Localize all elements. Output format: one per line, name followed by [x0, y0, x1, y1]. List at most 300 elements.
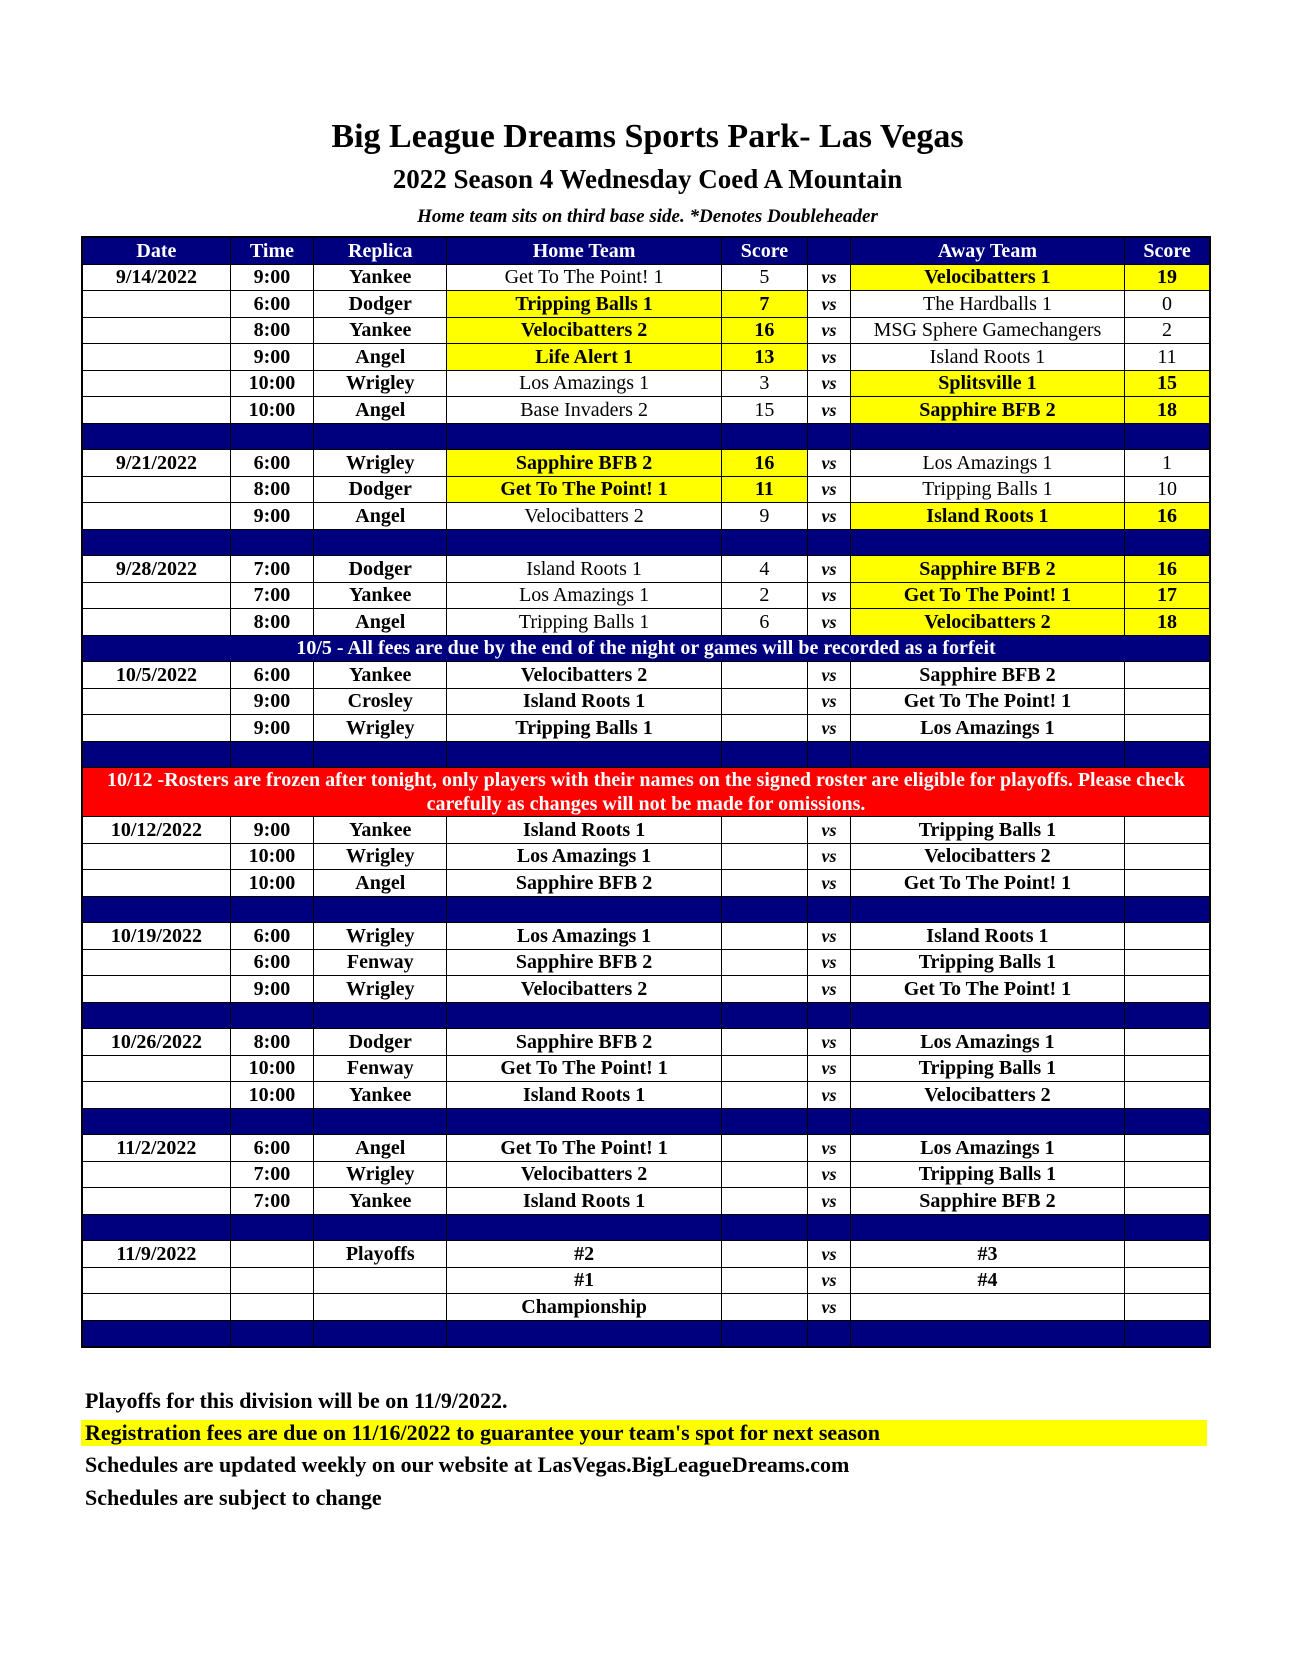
- separator-cell: [230, 529, 313, 556]
- table-row: [82, 291, 1210, 318]
- separator-cell: [230, 741, 313, 768]
- date-cell: 10/26/2022: [82, 1029, 230, 1056]
- replica-cell: [314, 1267, 447, 1294]
- away-team-cell: Tripping Balls 1: [850, 949, 1124, 976]
- separator-cell: [447, 1002, 721, 1029]
- home-team-cell: Velocibatters 2: [447, 662, 721, 689]
- separator-cell: [808, 1108, 851, 1135]
- home-team-cell: Tripping Balls 1: [447, 715, 721, 742]
- vs-cell: vs: [808, 1082, 851, 1109]
- separator-cell: [850, 741, 1124, 768]
- home-team-cell: Island Roots 1: [447, 556, 721, 583]
- home-team-cell: Life Alert 1: [447, 344, 721, 371]
- separator-cell: [850, 1214, 1124, 1241]
- separator-cell: [721, 896, 807, 923]
- away-score-cell: 1: [1125, 450, 1210, 477]
- time-cell: 7:00: [230, 1161, 313, 1188]
- date-cell: [82, 609, 230, 636]
- replica-cell: Yankee: [314, 582, 447, 609]
- separator-row: [82, 1108, 1210, 1135]
- table-row: [82, 1294, 1210, 1321]
- home-score-cell: [721, 976, 807, 1003]
- time-cell: 6:00: [230, 923, 313, 950]
- replica-cell: Angel: [314, 344, 447, 371]
- replica-cell: Wrigley: [314, 450, 447, 477]
- home-score-cell: 13: [721, 344, 807, 371]
- table-row: [82, 609, 1210, 636]
- time-cell: 9:00: [230, 817, 313, 844]
- away-score-cell: [1125, 1082, 1210, 1109]
- date-cell: [82, 688, 230, 715]
- separator-cell: [808, 741, 851, 768]
- away-team-cell: Los Amazings 1: [850, 1135, 1124, 1162]
- home-team-cell: Get To The Point! 1: [447, 1135, 721, 1162]
- replica-cell: Wrigley: [314, 715, 447, 742]
- fees-notice-row: [82, 635, 1210, 662]
- replica-cell: Wrigley: [314, 976, 447, 1003]
- time-cell: [230, 1267, 313, 1294]
- away-team-cell: Get To The Point! 1: [850, 870, 1124, 897]
- table-row: [82, 556, 1210, 583]
- time-cell: 8:00: [230, 1029, 313, 1056]
- date-cell: [82, 1294, 230, 1321]
- vs-cell: vs: [808, 264, 851, 291]
- replica-cell: Angel: [314, 609, 447, 636]
- home-team-cell: Los Amazings 1: [447, 843, 721, 870]
- time-cell: 6:00: [230, 949, 313, 976]
- table-row: [82, 503, 1210, 530]
- separator-cell: [808, 423, 851, 450]
- replica-cell: Dodger: [314, 476, 447, 503]
- home-team-cell: Get To The Point! 1: [447, 264, 721, 291]
- time-cell: 6:00: [230, 1135, 313, 1162]
- away-team-cell: Sapphire BFB 2: [850, 397, 1124, 424]
- away-score-cell: 11: [1125, 344, 1210, 371]
- date-cell: [82, 476, 230, 503]
- away-team-cell: Get To The Point! 1: [850, 688, 1124, 715]
- home-team-cell: Tripping Balls 1: [447, 291, 721, 318]
- date-cell: [82, 503, 230, 530]
- replica-cell: Wrigley: [314, 1161, 447, 1188]
- home-team-cell: Sapphire BFB 2: [447, 870, 721, 897]
- table-row: [82, 976, 1210, 1003]
- date-cell: 11/2/2022: [82, 1135, 230, 1162]
- schedule-table: [81, 236, 1211, 1348]
- time-cell: [230, 1241, 313, 1268]
- home-team-cell: Sapphire BFB 2: [447, 1029, 721, 1056]
- separator-cell: [447, 741, 721, 768]
- replica-cell: Yankee: [314, 1188, 447, 1215]
- time-cell: 9:00: [230, 264, 313, 291]
- separator-cell: [82, 1108, 230, 1135]
- separator-cell: [808, 896, 851, 923]
- away-score-cell: 17: [1125, 582, 1210, 609]
- table-row: [82, 264, 1210, 291]
- time-cell: 6:00: [230, 662, 313, 689]
- vs-cell: vs: [808, 662, 851, 689]
- home-score-cell: [721, 662, 807, 689]
- away-score-cell: 0: [1125, 291, 1210, 318]
- replica-cell: Wrigley: [314, 843, 447, 870]
- table-row: [82, 870, 1210, 897]
- home-team-cell: Velocibatters 2: [447, 976, 721, 1003]
- time-cell: 9:00: [230, 688, 313, 715]
- date-cell: [82, 1161, 230, 1188]
- home-team-cell: Island Roots 1: [447, 688, 721, 715]
- away-team-cell: Tripping Balls 1: [850, 817, 1124, 844]
- table-row: [82, 1161, 1210, 1188]
- vs-cell: vs: [808, 1161, 851, 1188]
- vs-cell: vs: [808, 609, 851, 636]
- vs-cell: vs: [808, 1188, 851, 1215]
- date-cell: [82, 976, 230, 1003]
- vs-cell: vs: [808, 582, 851, 609]
- home-team-cell: Get To The Point! 1: [447, 476, 721, 503]
- column-header-time: Time: [230, 237, 313, 264]
- schedule-body: [82, 264, 1210, 1347]
- date-cell: 9/21/2022: [82, 450, 230, 477]
- separator-cell: [1125, 741, 1210, 768]
- vs-cell: vs: [808, 370, 851, 397]
- date-cell: [82, 317, 230, 344]
- separator-cell: [850, 896, 1124, 923]
- vs-cell: vs: [808, 715, 851, 742]
- home-score-cell: 7: [721, 291, 807, 318]
- date-cell: [82, 843, 230, 870]
- away-team-cell: Los Amazings 1: [850, 1029, 1124, 1056]
- home-score-cell: 6: [721, 609, 807, 636]
- separator-row: [82, 1002, 1210, 1029]
- separator-cell: [82, 896, 230, 923]
- separator-cell: [314, 1320, 447, 1347]
- separator-cell: [82, 741, 230, 768]
- separator-cell: [850, 423, 1124, 450]
- replica-cell: Dodger: [314, 291, 447, 318]
- home-team-cell: #2: [447, 1241, 721, 1268]
- away-score-cell: 2: [1125, 317, 1210, 344]
- page-title: Big League Dreams Sports Park- Las Vegas: [331, 118, 964, 155]
- vs-cell: vs: [808, 1294, 851, 1321]
- table-row: [82, 843, 1210, 870]
- footer-registration-note: Registration fees are due on 11/16/2022 to guarantee your team's spot for next season: [81, 1420, 1207, 1446]
- replica-cell: Wrigley: [314, 923, 447, 950]
- replica-cell: Fenway: [314, 949, 447, 976]
- vs-cell: vs: [808, 344, 851, 371]
- away-team-cell: Island Roots 1: [850, 503, 1124, 530]
- home-team-cell: Get To The Point! 1: [447, 1055, 721, 1082]
- table-row: [82, 662, 1210, 689]
- replica-cell: Angel: [314, 397, 447, 424]
- table-row: [82, 370, 1210, 397]
- away-team-cell: Splitsville 1: [850, 370, 1124, 397]
- date-cell: [82, 582, 230, 609]
- away-score-cell: 18: [1125, 609, 1210, 636]
- home-score-cell: [721, 1294, 807, 1321]
- time-cell: [230, 1294, 313, 1321]
- time-cell: 7:00: [230, 1188, 313, 1215]
- away-team-cell: Sapphire BFB 2: [850, 662, 1124, 689]
- home-team-cell: Velocibatters 2: [447, 317, 721, 344]
- replica-cell: Dodger: [314, 556, 447, 583]
- separator-row: [82, 1320, 1210, 1347]
- replica-cell: Crosley: [314, 688, 447, 715]
- home-team-cell: Island Roots 1: [447, 1188, 721, 1215]
- home-score-cell: [721, 715, 807, 742]
- table-row: [82, 1029, 1210, 1056]
- separator-cell: [447, 423, 721, 450]
- table-row: [82, 344, 1210, 371]
- away-team-cell: Island Roots 1: [850, 923, 1124, 950]
- away-team-cell: MSG Sphere Gamechangers: [850, 317, 1124, 344]
- date-cell: [82, 397, 230, 424]
- home-score-cell: [721, 1055, 807, 1082]
- vs-cell: vs: [808, 476, 851, 503]
- date-cell: [82, 1267, 230, 1294]
- separator-cell: [1125, 1002, 1210, 1029]
- away-score-cell: [1125, 662, 1210, 689]
- away-team-cell: Island Roots 1: [850, 344, 1124, 371]
- vs-cell: vs: [808, 923, 851, 950]
- vs-cell: vs: [808, 291, 851, 318]
- separator-cell: [447, 896, 721, 923]
- footer-change-note: Schedules are subject to change: [85, 1485, 382, 1510]
- table-row: [82, 582, 1210, 609]
- home-score-cell: [721, 817, 807, 844]
- vs-cell: vs: [808, 450, 851, 477]
- time-cell: 9:00: [230, 503, 313, 530]
- date-cell: [82, 291, 230, 318]
- separator-cell: [230, 1108, 313, 1135]
- separator-cell: [721, 423, 807, 450]
- date-cell: 9/14/2022: [82, 264, 230, 291]
- separator-cell: [1125, 423, 1210, 450]
- replica-cell: Fenway: [314, 1055, 447, 1082]
- separator-row: [82, 423, 1210, 450]
- home-score-cell: 3: [721, 370, 807, 397]
- away-score-cell: 10: [1125, 476, 1210, 503]
- away-team-cell: Tripping Balls 1: [850, 476, 1124, 503]
- separator-cell: [314, 1002, 447, 1029]
- table-row: [82, 397, 1210, 424]
- replica-cell: [314, 1294, 447, 1321]
- date-cell: [82, 1055, 230, 1082]
- home-score-cell: 5: [721, 264, 807, 291]
- time-cell: 10:00: [230, 843, 313, 870]
- date-cell: 9/28/2022: [82, 556, 230, 583]
- vs-cell: vs: [808, 843, 851, 870]
- away-score-cell: 18: [1125, 397, 1210, 424]
- vs-cell: vs: [808, 397, 851, 424]
- home-team-cell: Championship: [447, 1294, 721, 1321]
- home-score-cell: 4: [721, 556, 807, 583]
- home-score-cell: [721, 1029, 807, 1056]
- date-cell: [82, 870, 230, 897]
- separator-cell: [1125, 529, 1210, 556]
- separator-cell: [230, 1214, 313, 1241]
- home-score-cell: [721, 1135, 807, 1162]
- home-team-cell: Sapphire BFB 2: [447, 450, 721, 477]
- table-row: [82, 1135, 1210, 1162]
- home-score-cell: [721, 1241, 807, 1268]
- date-cell: 11/9/2022: [82, 1241, 230, 1268]
- table-row: [82, 949, 1210, 976]
- separator-cell: [850, 1320, 1124, 1347]
- vs-cell: vs: [808, 1241, 851, 1268]
- separator-cell: [447, 1214, 721, 1241]
- table-row: [82, 688, 1210, 715]
- time-cell: 10:00: [230, 1055, 313, 1082]
- table-row: [82, 450, 1210, 477]
- home-score-cell: [721, 1082, 807, 1109]
- time-cell: 10:00: [230, 870, 313, 897]
- column-header-vs: [808, 237, 851, 264]
- away-score-cell: [1125, 1188, 1210, 1215]
- away-team-cell: Velocibatters 2: [850, 1082, 1124, 1109]
- separator-cell: [721, 1108, 807, 1135]
- away-team-cell: Los Amazings 1: [850, 715, 1124, 742]
- away-score-cell: [1125, 870, 1210, 897]
- notice-text: 10/5 - All fees are due by the end of the night or games will be recorded as a forfeit: [82, 635, 1210, 662]
- date-cell: [82, 715, 230, 742]
- date-cell: [82, 1188, 230, 1215]
- away-team-cell: Get To The Point! 1: [850, 976, 1124, 1003]
- time-cell: 9:00: [230, 976, 313, 1003]
- table-row: [82, 476, 1210, 503]
- home-team-cell: Sapphire BFB 2: [447, 949, 721, 976]
- separator-cell: [82, 423, 230, 450]
- away-score-cell: [1125, 843, 1210, 870]
- replica-cell: Yankee: [314, 264, 447, 291]
- table-row: [82, 1055, 1210, 1082]
- date-cell: 10/19/2022: [82, 923, 230, 950]
- replica-cell: Yankee: [314, 1082, 447, 1109]
- replica-cell: Yankee: [314, 317, 447, 344]
- column-header-away-team: Away Team: [850, 237, 1124, 264]
- separator-cell: [1125, 896, 1210, 923]
- away-score-cell: [1125, 1294, 1210, 1321]
- vs-cell: vs: [808, 1135, 851, 1162]
- vs-cell: vs: [808, 817, 851, 844]
- separator-row: [82, 896, 1210, 923]
- home-score-cell: 11: [721, 476, 807, 503]
- separator-row: [82, 741, 1210, 768]
- table-row: [82, 923, 1210, 950]
- notice-text: 10/12 -Rosters are frozen after tonight, only players with their names on the signed roster are eligible for playoffs. Please check carefully as changes will not be made for omissions.: [82, 768, 1210, 817]
- column-header-home-team: Home Team: [447, 237, 721, 264]
- home-score-cell: [721, 688, 807, 715]
- time-cell: 10:00: [230, 1082, 313, 1109]
- away-score-cell: [1125, 817, 1210, 844]
- separator-cell: [447, 529, 721, 556]
- date-cell: [82, 370, 230, 397]
- home-score-cell: [721, 923, 807, 950]
- home-score-cell: 16: [721, 450, 807, 477]
- separator-cell: [314, 741, 447, 768]
- vs-cell: vs: [808, 1055, 851, 1082]
- date-cell: [82, 949, 230, 976]
- home-team-cell: Base Invaders 2: [447, 397, 721, 424]
- time-cell: 7:00: [230, 556, 313, 583]
- separator-cell: [721, 1214, 807, 1241]
- away-score-cell: [1125, 688, 1210, 715]
- away-team-cell: [850, 1294, 1124, 1321]
- time-cell: 9:00: [230, 715, 313, 742]
- vs-cell: vs: [808, 870, 851, 897]
- separator-cell: [808, 1002, 851, 1029]
- date-cell: [82, 1082, 230, 1109]
- time-cell: 8:00: [230, 609, 313, 636]
- separator-cell: [721, 1320, 807, 1347]
- away-score-cell: [1125, 1161, 1210, 1188]
- separator-cell: [808, 1320, 851, 1347]
- separator-cell: [808, 529, 851, 556]
- home-score-cell: [721, 1267, 807, 1294]
- separator-cell: [314, 896, 447, 923]
- separator-cell: [447, 1320, 721, 1347]
- table-row: [82, 715, 1210, 742]
- separator-cell: [447, 1108, 721, 1135]
- away-team-cell: #4: [850, 1267, 1124, 1294]
- home-team-cell: Tripping Balls 1: [447, 609, 721, 636]
- home-team-cell: Los Amazings 1: [447, 370, 721, 397]
- column-header-replica: Replica: [314, 237, 447, 264]
- away-score-cell: 19: [1125, 264, 1210, 291]
- footer-playoffs-note: Playoffs for this division will be on 11/9/2022.: [85, 1388, 508, 1413]
- away-score-cell: 16: [1125, 503, 1210, 530]
- table-row: [82, 817, 1210, 844]
- table-row: [82, 1241, 1210, 1268]
- replica-cell: Yankee: [314, 817, 447, 844]
- away-score-cell: [1125, 976, 1210, 1003]
- time-cell: 6:00: [230, 450, 313, 477]
- time-cell: 7:00: [230, 582, 313, 609]
- away-team-cell: Velocibatters 2: [850, 843, 1124, 870]
- away-score-cell: [1125, 1241, 1210, 1268]
- home-score-cell: [721, 870, 807, 897]
- replica-cell: Yankee: [314, 662, 447, 689]
- table-header-row: [82, 237, 1210, 264]
- away-team-cell: Tripping Balls 1: [850, 1055, 1124, 1082]
- away-team-cell: Sapphire BFB 2: [850, 556, 1124, 583]
- replica-cell: Angel: [314, 870, 447, 897]
- separator-cell: [850, 1108, 1124, 1135]
- separator-cell: [721, 529, 807, 556]
- time-cell: 10:00: [230, 370, 313, 397]
- home-team-cell: #1: [447, 1267, 721, 1294]
- home-score-cell: [721, 843, 807, 870]
- vs-cell: vs: [808, 503, 851, 530]
- footer-website-note: Schedules are updated weekly on our website at LasVegas.BigLeagueDreams.com: [85, 1452, 850, 1477]
- separator-cell: [1125, 1214, 1210, 1241]
- home-team-cell: Island Roots 1: [447, 817, 721, 844]
- separator-cell: [82, 1320, 230, 1347]
- away-score-cell: [1125, 715, 1210, 742]
- home-score-cell: [721, 1188, 807, 1215]
- away-team-cell: Tripping Balls 1: [850, 1161, 1124, 1188]
- separator-cell: [82, 1214, 230, 1241]
- table-row: [82, 1188, 1210, 1215]
- separator-cell: [1125, 1320, 1210, 1347]
- separator-cell: [1125, 1108, 1210, 1135]
- away-score-cell: [1125, 923, 1210, 950]
- date-cell: 10/12/2022: [82, 817, 230, 844]
- home-team-cell: Velocibatters 2: [447, 503, 721, 530]
- separator-cell: [808, 1214, 851, 1241]
- replica-cell: Wrigley: [314, 370, 447, 397]
- home-score-cell: 2: [721, 582, 807, 609]
- vs-cell: vs: [808, 976, 851, 1003]
- date-cell: 10/5/2022: [82, 662, 230, 689]
